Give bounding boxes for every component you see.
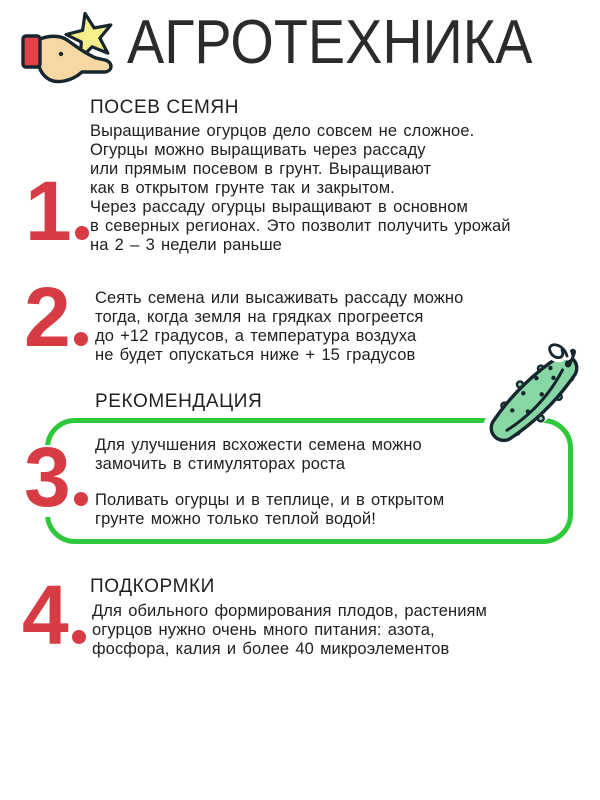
step-number-digit: 4: [22, 568, 66, 662]
text-line: или прямым посевом в грунт. Выращивают: [90, 160, 432, 178]
section-heading-feeding: ПОДКОРМКИ: [90, 576, 215, 597]
text-line: Для улучшения всхожести семена можно: [95, 436, 422, 454]
text-line: тогда, когда земля на грядках прогреется: [95, 308, 424, 326]
text-line: Выращивание огурцов дело совсем не сложное.: [90, 122, 475, 140]
text-line: Через рассаду огурцы выращивают в основном: [90, 198, 468, 216]
number-period-dot: [75, 226, 89, 240]
cucumber-icon: [470, 330, 600, 450]
step-number-digit: 1: [25, 164, 69, 258]
knuckle-dot: [59, 52, 63, 56]
page-title: АГРОТЕХНИКА: [127, 8, 533, 77]
step-number-2: [24, 270, 88, 364]
number-period-dot: [74, 492, 88, 506]
sleeve-cuff: [23, 36, 40, 67]
section-text-planting: [95, 289, 463, 365]
section-text-feeding: [92, 602, 487, 659]
hand-offering-star-icon: [14, 8, 124, 93]
step-number-3: [24, 430, 88, 524]
text-line: на 2 – 3 недели раньше: [90, 236, 282, 254]
section-text-sowing: [90, 122, 511, 255]
number-period-dot: [72, 630, 86, 644]
section-heading-recommendation: РЕКОМЕНДАЦИЯ: [95, 391, 263, 412]
step-number-digit: 2: [24, 270, 68, 364]
recommendation-tip-1: [95, 436, 422, 474]
text-line: Для обильного формирования плодов, растениям: [92, 602, 487, 620]
text-line: грунте можно только теплой водой!: [95, 510, 376, 528]
text-line: огурцов нужно очень много питания: азота,: [92, 621, 435, 639]
text-line: как в открытом грунте так и закрытом.: [90, 179, 395, 197]
recommendation-tip-2: [95, 491, 444, 529]
step-number-1: [25, 164, 89, 258]
section-heading-sowing: ПОСЕВ СЕМЯН: [90, 97, 240, 118]
step-number-digit: 3: [24, 430, 68, 524]
text-line: не будет опускаться ниже + 15 градусов: [95, 346, 416, 364]
text-line: фосфора, калия и более 40 микроэлементов: [92, 640, 450, 658]
text-line: Сеять семена или высаживать рассаду можно: [95, 289, 464, 307]
text-line: до +12 градусов, а температура воздуха: [95, 327, 417, 345]
text-line: в северных регионах. Это позволит получить урожай: [90, 217, 511, 235]
text-line: Поливать огурцы и в теплице, и в открытом: [95, 491, 445, 509]
text-line: Огурцы можно выращивать через рассаду: [90, 141, 426, 159]
text-line: замочить в стимуляторах роста: [95, 455, 346, 473]
step-number-4: [22, 568, 86, 662]
number-period-dot: [74, 332, 88, 346]
